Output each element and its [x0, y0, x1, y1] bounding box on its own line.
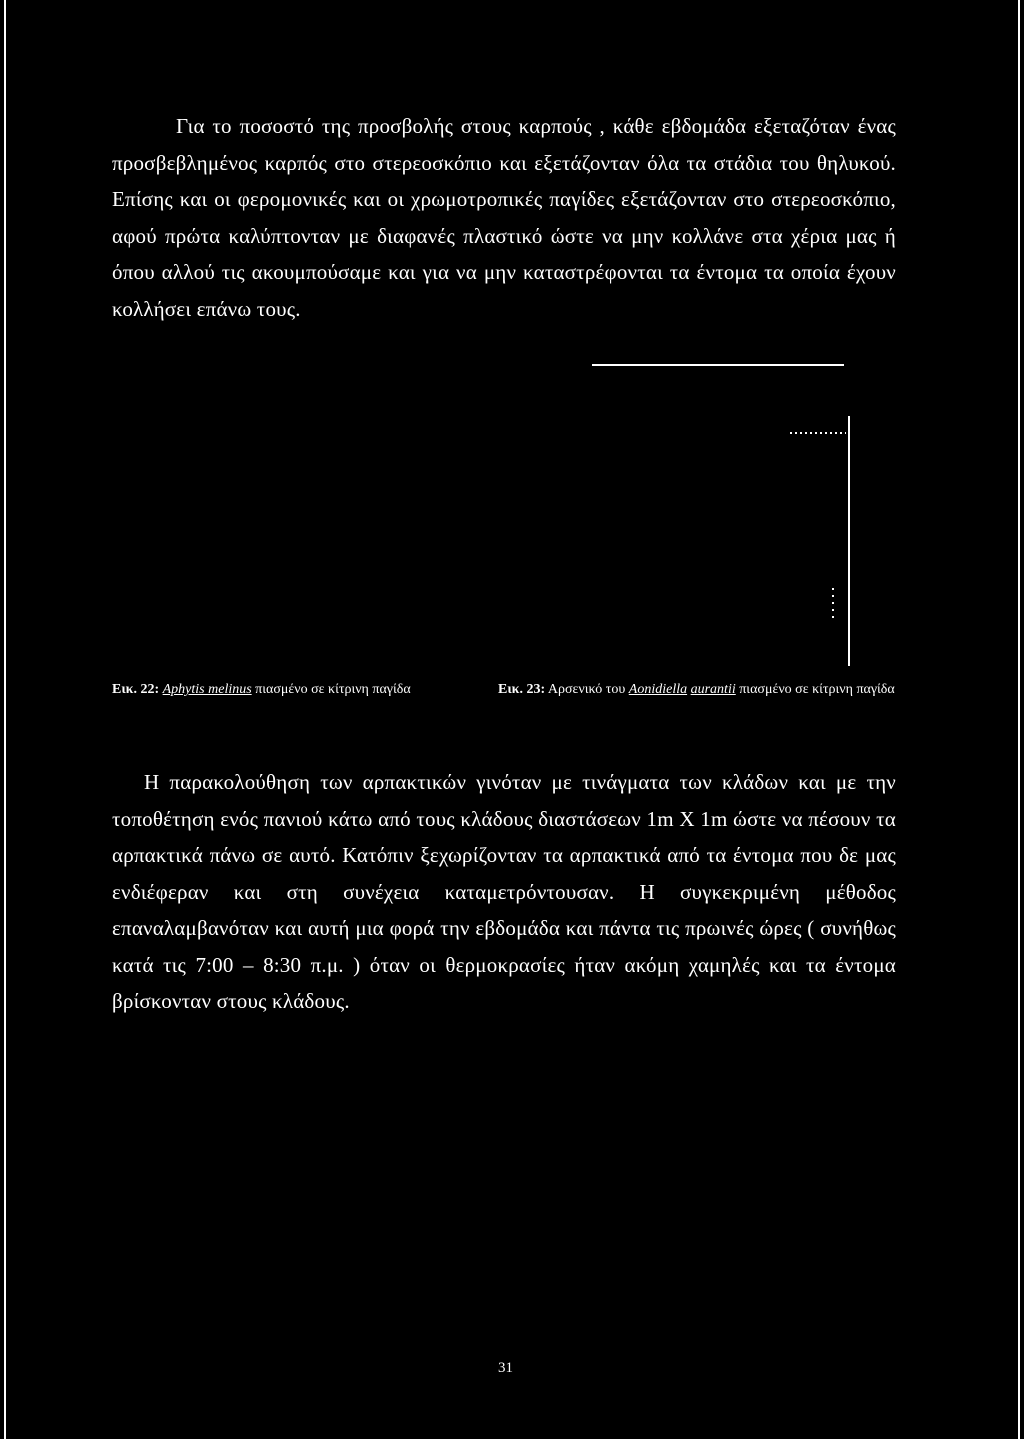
page-border-right [1018, 0, 1020, 1439]
figure-23-text: πιασμένο σε κίτρινη παγίδα [735, 682, 895, 697]
figure-23-genus: Aonidiella [628, 682, 688, 697]
figure-23-caption [498, 677, 938, 703]
figure-22-caption [112, 677, 411, 703]
figure-23-epithet: aurantii [690, 682, 736, 697]
figure-edge-top [592, 364, 844, 366]
figure-specks [790, 432, 846, 434]
figure-23-label: Εικ. 23: [498, 682, 546, 697]
figure-22-text: πιασμένο σε κίτρινη παγίδα [251, 682, 411, 697]
body-paragraph-2: Η παρακολούθηση των αρπακτικών γινόταν με τινάγματα των κλάδων και με την τοποθέτηση ενός πανιού κάτω από τους κλάδους διαστάσεων 1m X 1m ώστε να πέσουν τα αρπακτικά πάνω σε αυτό. Κατόπιν ξεχωρίζονταν τα αρπακτικά από τα έντομα που δε μας ενδιέφεραν και στη συνέχεια καταμετρόντουσαν. Η συγκεκριμένη μέθοδος επαναλαμβανόταν και αυτή μια φορά την εβδομάδα και πάντα τις πρωινές ώρες ( συνήθως κατά τις 7:00 – 8:30 π.μ. ) όταν οι θερμοκρασίες ήταν ακόμη χαμηλές και τα έντομα βρίσκονταν στους κλάδους. [112, 770, 896, 1013]
figure-edge-right [848, 416, 850, 666]
figure-23-prefix: Αρσενικό του [545, 682, 629, 697]
figure-22-species: Aphytis melinus [162, 682, 252, 697]
body-paragraph-1: Για το ποσοστό της προσβολής στους καρπούς , κάθε εβδομάδα εξεταζόταν ένας προσβεβλημένος καρπός στο στερεοσκόπιο και εξετάζονταν όλα τα στάδια του θηλυκού. Επίσης και οι φερομονικές και οι χρωμοτροπικές παγίδες εξετάζονταν στο στερεοσκόπιο, αφού πρώτα καλύπτονταν με διαφανές πλαστικό ώστε να μην κολλάνε στα χέρια μας ή όπου αλλού τις ακουμπούσαμε και για να μην καταστρέφονται τα έντομα τα οποία έχουν κολλήσει επάνω τους. [112, 114, 896, 321]
figure-22-label: Εικ. 22: [112, 682, 160, 697]
figure-dots [832, 588, 834, 618]
page-number: 31 [498, 1360, 513, 1376]
page-border-left [4, 0, 6, 1439]
